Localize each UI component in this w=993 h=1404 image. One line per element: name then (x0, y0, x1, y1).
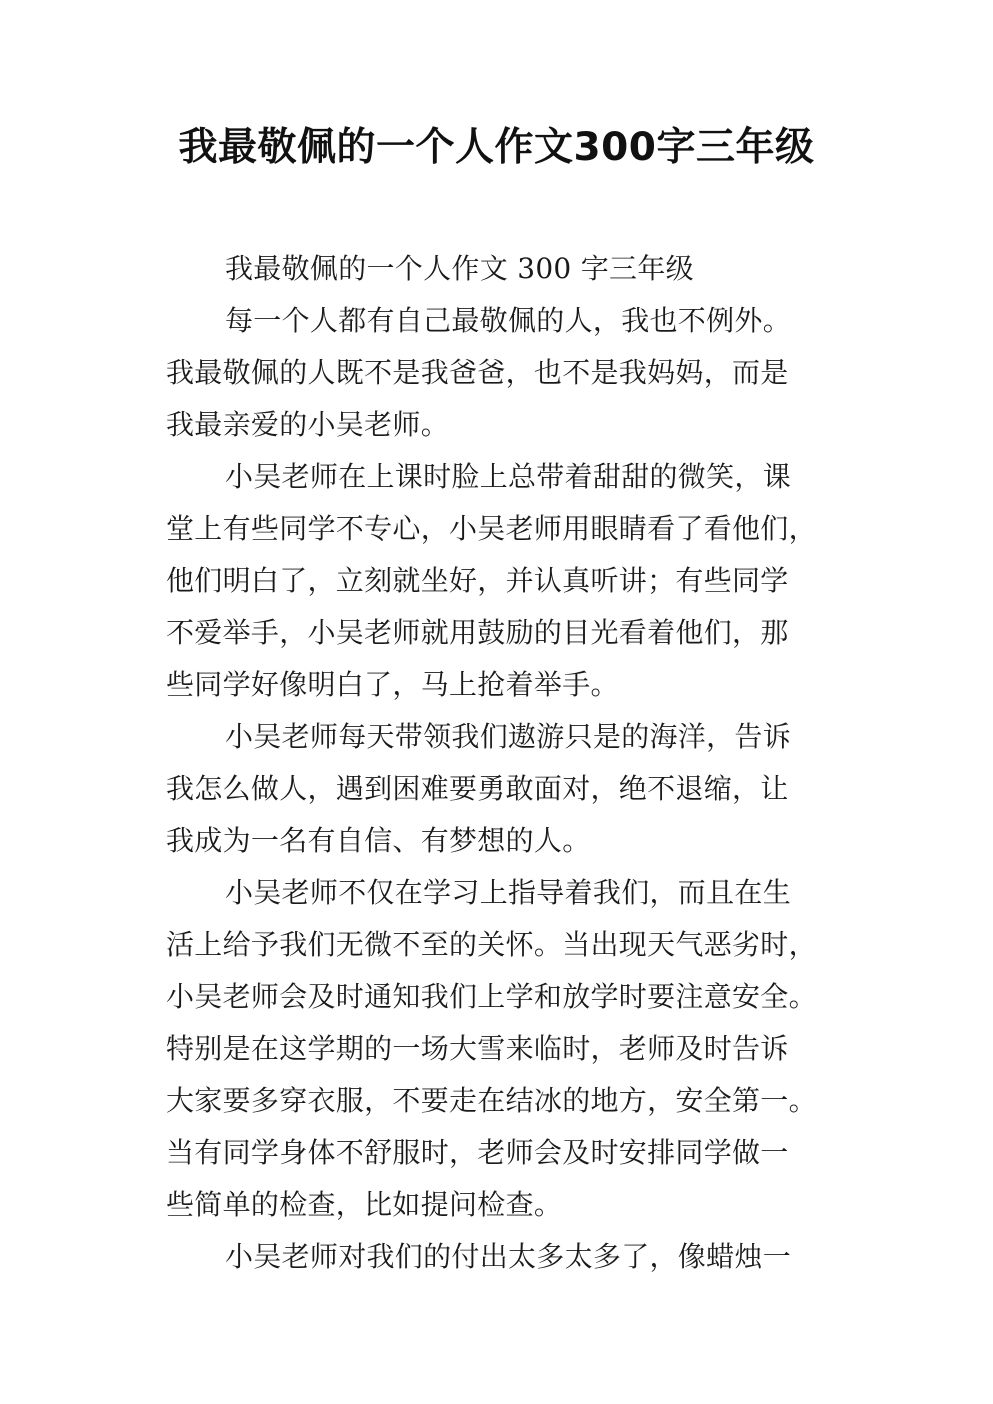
paragraph-4 (166, 711, 866, 867)
paragraph-line: 小吴老师在上课时脸上总带着甜甜的微笑，课 (225, 460, 792, 493)
document-title: 我最敬佩的一个人作文300字三年级 (178, 125, 815, 170)
paragraph-line: 我最亲爱的小吴老师。 (166, 408, 450, 441)
paragraph-line: 特别是在这学期的一场大雪来临时，老师及时告诉 (166, 1032, 789, 1065)
paragraph-2 (166, 295, 866, 451)
paragraph-line: 我最敬佩的一个人作文 300 字三年级 (225, 252, 694, 285)
paragraph-line: 不爱举手，小吴老师就用鼓励的目光看着他们，那 (166, 616, 789, 649)
paragraph-line: 活上给予我们无微不至的关怀。当出现天气恶劣时， (166, 928, 817, 961)
document-body (166, 243, 866, 1283)
paragraph-line: 小吴老师对我们的付出太多太多了，像蜡烛一 (225, 1240, 792, 1273)
paragraph-1 (166, 243, 866, 295)
paragraph-3 (166, 451, 866, 711)
paragraph-line: 些同学好像明白了，马上抢着举手。 (166, 668, 619, 701)
paragraph-5 (166, 867, 866, 1231)
paragraph-line: 小吴老师会及时通知我们上学和放学时要注意安全。 (166, 980, 817, 1013)
paragraph-line: 我最敬佩的人既不是我爸爸，也不是我妈妈，而是 (166, 356, 789, 389)
paragraph-line: 我成为一名有自信、有梦想的人。 (166, 824, 591, 857)
paragraph-line: 我怎么做人，遇到困难要勇敢面对，绝不退缩，让 (166, 772, 789, 805)
paragraph-line: 些简单的检查，比如提问检查。 (166, 1188, 563, 1221)
paragraph-line: 大家要多穿衣服，不要走在结冰的地方，安全第一。 (166, 1084, 817, 1117)
paragraph-line: 每一个人都有自己最敬佩的人，我也不例外。 (225, 304, 792, 337)
paragraph-line: 堂上有些同学不专心，小吴老师用眼睛看了看他们， (166, 512, 817, 545)
paragraph-6 (166, 1231, 866, 1283)
paragraph-line: 他们明白了，立刻就坐好，并认真听讲；有些同学 (166, 564, 789, 597)
paragraph-line: 小吴老师每天带领我们遨游只是的海洋，告诉 (225, 720, 792, 753)
paragraph-line: 当有同学身体不舒服时，老师会及时安排同学做一 (166, 1136, 789, 1169)
paragraph-line: 小吴老师不仅在学习上指导着我们，而且在生 (225, 876, 792, 909)
